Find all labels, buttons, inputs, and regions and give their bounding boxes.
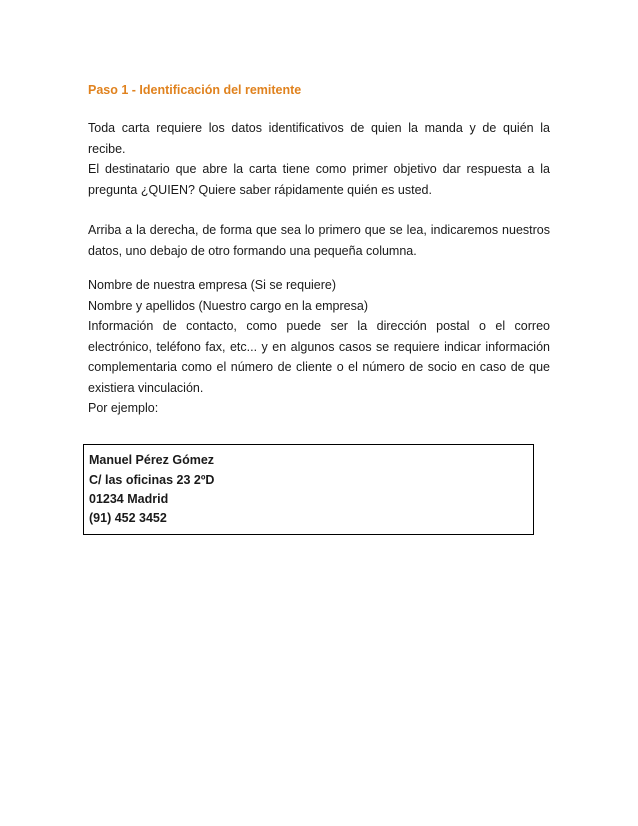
- text-line: Toda carta requiere los datos identificativos de quien la manda y de quién la: [88, 121, 550, 135]
- text-line: datos, uno debajo de otro formando una pequeña columna.: [88, 243, 417, 258]
- text-line: existiera vinculación.: [88, 380, 204, 395]
- sender-name: Manuel Pérez Gómez: [89, 453, 215, 467]
- paragraph-position: [88, 220, 550, 261]
- example-sender-box: [83, 444, 534, 535]
- paragraph-intro: [88, 118, 550, 200]
- text-line: El destinatario que abre la carta tiene como primer objetivo dar respuesta a la: [88, 162, 550, 176]
- text-line: Nombre y apellidos (Nuestro cargo en la empresa): [88, 298, 368, 313]
- sender-phone: (91) 452 3452: [89, 511, 167, 525]
- paragraph-data-list: [88, 275, 550, 419]
- text-line: Por ejemplo:: [88, 401, 159, 415]
- text-line: complementaria como el número de cliente o el número de socio en caso de que: [88, 360, 550, 374]
- text-line: Información de contacto, como puede ser la dirección postal o el correo: [88, 319, 550, 333]
- text-line: recibe.: [88, 141, 126, 156]
- text-line: pregunta ¿QUIEN? Quiere saber rápidamente quién es usted.: [88, 182, 432, 197]
- sender-street: C/ las oficinas 23 2ºD: [89, 473, 215, 487]
- text-line: Arriba a la derecha, de forma que sea lo primero que se lea, indicaremos nuestros: [88, 223, 550, 237]
- section-heading: Paso 1 - Identificación del remitente: [88, 83, 302, 97]
- text-line: Nombre de nuestra empresa (Si se requiere): [88, 278, 337, 292]
- text-line: electrónico, teléfono fax, etc... y en algunos casos se requiere indicar información: [88, 339, 550, 354]
- sender-city: 01234 Madrid: [89, 492, 169, 506]
